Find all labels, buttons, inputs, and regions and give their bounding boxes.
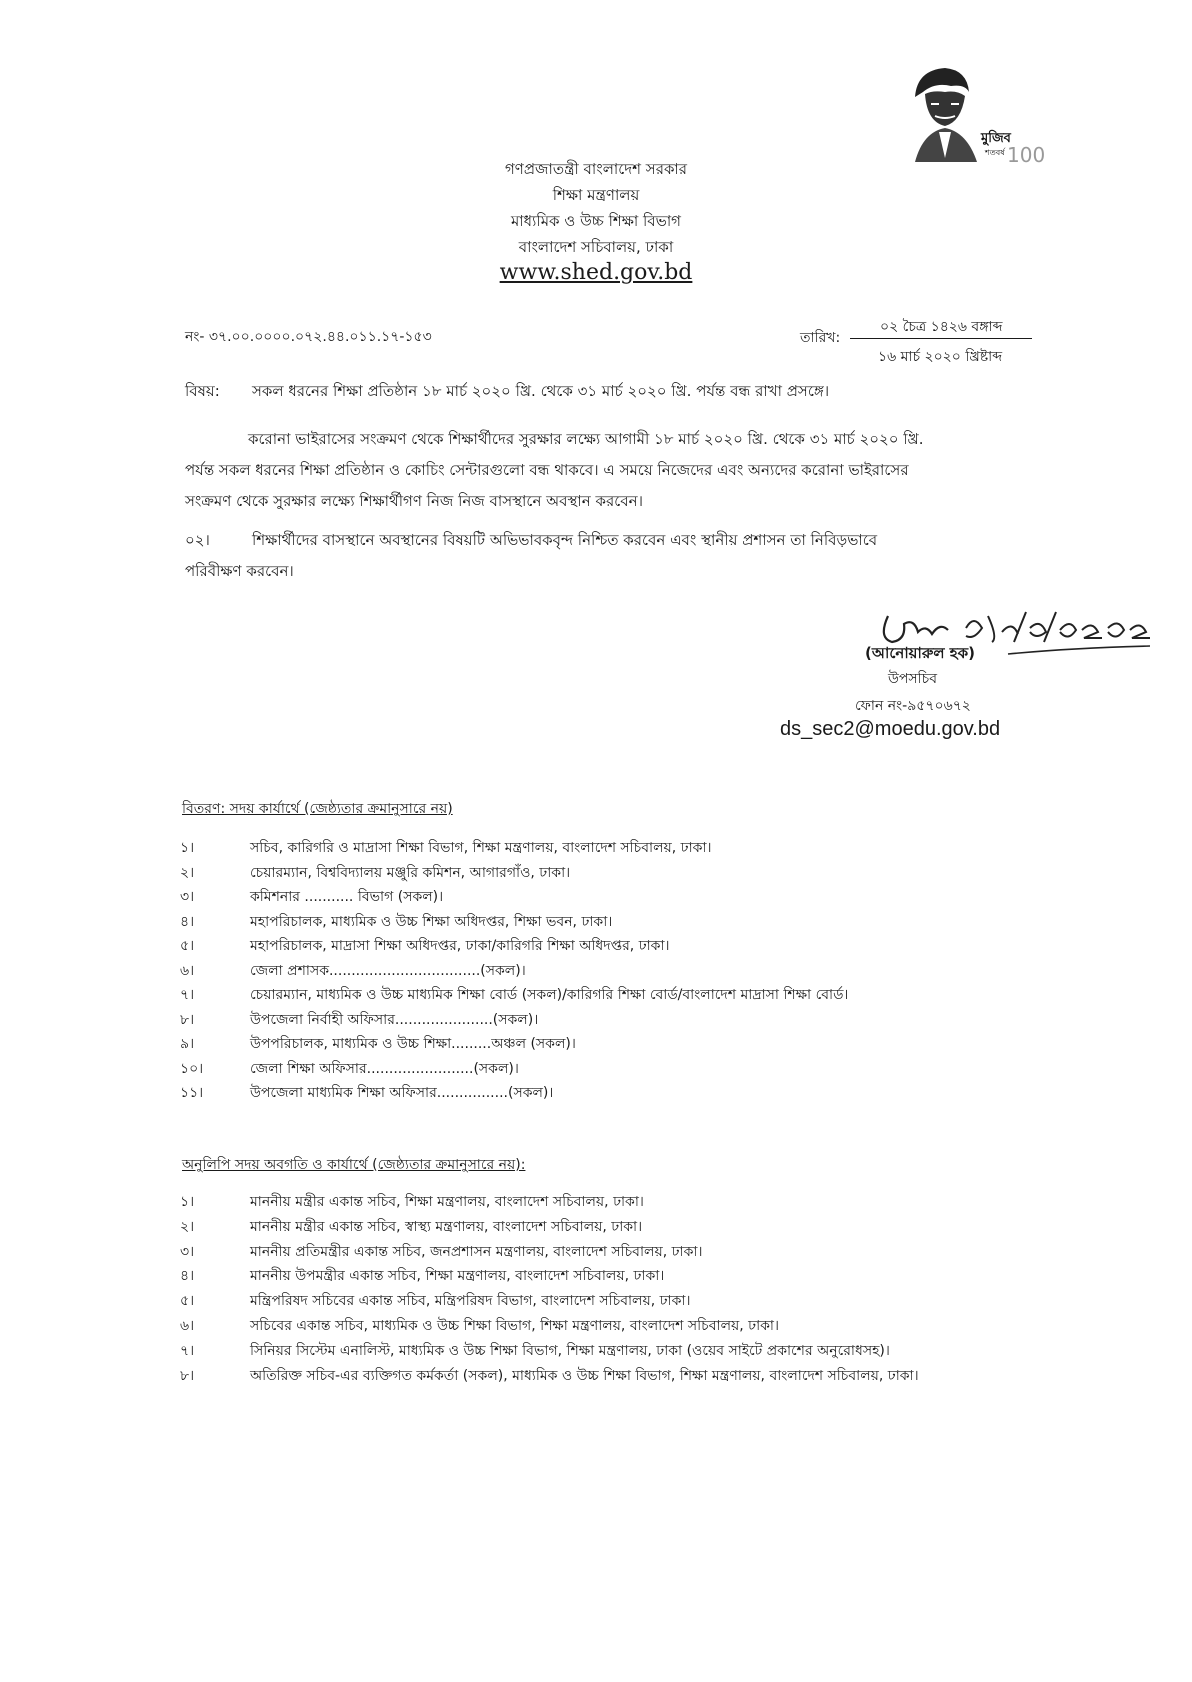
distribution-list	[180, 836, 848, 1106]
date-gregorian: ১৬ মার্চ ২০২০ খ্রিষ্টাব্দ	[878, 349, 1003, 365]
para2-number: ০২।	[185, 531, 210, 549]
list-item: ৩। কমিশনার ........... বিভাগ (সকল)।	[180, 889, 444, 905]
portrait-icon	[895, 62, 1046, 170]
svg-text:শতবর্ষ: শতবর্ষ	[985, 148, 1005, 157]
subject-text: সকল ধরনের শিক্ষা প্রতিষ্ঠান ১৮ মার্চ ২০২০ খ্রি. থেকে ৩১ মার্চ ২০২০ খ্রি. পর্যন্ত বন্ধ রাখা প্রসঙ্গে।	[252, 382, 830, 400]
header-line-2: শিক্ষা মন্ত্রণালয়	[552, 186, 640, 204]
logo-text: মুজিব	[981, 131, 1011, 146]
copies-heading: অনুলিপি সদয় অবগতি ও কার্যার্থে (জেষ্ঠ্যতার ক্রমানুসারে নয়):	[182, 1157, 526, 1173]
list-item: ৪। মহাপরিচালক, মাধ্যমিক ও উচ্চ শিক্ষা অধিদপ্তর, শিক্ষা ভবন, ঢাকা।	[180, 913, 613, 930]
list-item: ৪। মাননীয় উপমন্ত্রীর একান্ত সচিব, শিক্ষা মন্ত্রণালয়, বাংলাদেশ সচিবালয়, ঢাকা।	[180, 1268, 665, 1285]
list-item: ৫। মন্ত্রিপরিষদ সচিবের একান্ত সচিব, মন্ত্রিপরিষদ বিভাগ, বাংলাদেশ সচিবালয়, ঢাকা।	[180, 1293, 691, 1310]
subject-label: বিষয়:	[185, 382, 220, 400]
signatory-designation: উপসচিব	[888, 671, 938, 687]
header-line-4: বাংলাদেশ সচিবালয়, ঢাকা	[518, 238, 674, 256]
para1-line-2: পর্যন্ত সকল ধরনের শিক্ষা প্রতিষ্ঠান ও কোচিং সেন্টারগুলো বন্ধ থাকবে। এ সময়ে নিজেদের এবং অন্যদের করোনা ভাইরাসের	[185, 461, 909, 479]
para1-line-1: করোনা ভাইরাসের সংক্রমণ থেকে শিক্ষার্থীদের সুরক্ষার লক্ষ্যে আগামী ১৮ মার্চ ২০২০ খ্রি. থেকে ৩১ মার্চ ২০২০ খ্রি.	[248, 430, 924, 448]
list-item: ৮। অতিরিক্ত সচিব-এর ব্যক্তিগত কর্মকর্তা (সকল), মাধ্যমিক ও উচ্চ শিক্ষা বিভাগ, শিক্ষা মন্ত্রণালয়, বাংলাদেশ সচিবালয়, ঢাকা।	[180, 1367, 919, 1384]
list-item: ৩। মাননীয় প্রতিমন্ত্রীর একান্ত সচিব, জনপ্রশাসন মন্ত্রণালয়, বাংলাদেশ সচিবালয়, ঢাকা।	[180, 1243, 703, 1260]
date-divider	[850, 338, 1032, 339]
list-item: ১১। উপজেলা মাধ্যমিক শিক্ষা অফিসার................(সকল)।	[180, 1085, 554, 1101]
list-item: ১। মাননীয় মন্ত্রীর একান্ত সচিব, শিক্ষা মন্ত্রণালয়, বাংলাদেশ সচিবালয়, ঢাকা।	[180, 1194, 644, 1210]
header-line-1: গণপ্রজাতন্ত্রী বাংলাদেশ সরকার	[504, 160, 688, 178]
para2-line-1: শিক্ষার্থীদের বাসস্থানে অবস্থানের বিষয়টি অভিভাবকবৃন্দ নিশ্চিত করবেন এবং স্থানীয় প্রশাসন তা নিবিড়ভাবে	[252, 531, 878, 549]
date-bangla: ০২ চৈত্র ১৪২৬ বঙ্গাব্দ	[880, 319, 1003, 335]
list-item: ৬। সচিবের একান্ত সচিব, মাধ্যমিক ও উচ্চ শিক্ষা বিভাগ, শিক্ষা মন্ত্রণালয়, বাংলাদেশ সচিবালয়, ঢাকা।	[180, 1317, 779, 1334]
list-item: ৮। উপজেলা নির্বাহী অফিসার......................(সকল)।	[180, 1011, 539, 1028]
list-item: ৭। চেয়ারম্যান, মাধ্যমিক ও উচ্চ মাধ্যমিক শিক্ষা বোর্ড (সকল)/কারিগরি শিক্ষা বোর্ড/বাংলাদেশ মাদ্রাসা শিক্ষা বোর্ড।	[180, 987, 849, 1003]
signatory-name: (আনোয়ারুল হক)	[865, 644, 976, 662]
list-item: ৯। উপপরিচালক, মাধ্যমিক ও উচ্চ শিক্ষা.........অঞ্চল (সকল)।	[180, 1036, 576, 1052]
list-item: ৬। জেলা প্রশাসক..................................(সকল)।	[180, 962, 526, 979]
para1-line-3: সংক্রমণ থেকে সুরক্ষার লক্ষ্যে শিক্ষার্থীগণ নিজ নিজ বাসস্থানে অবস্থান করবেন।	[185, 492, 643, 510]
distribution-heading: বিতরণ: সদয় কার্যার্থে (জেষ্ঠ্যতার ক্রমানুসারে নয়)	[182, 801, 453, 817]
list-item: ১। সচিব, কারিগরি ও মাদ্রাসা শিক্ষা বিভাগ, শিক্ষা মন্ত্রণালয়, বাংলাদেশ সচিবালয়, ঢাকা।	[180, 840, 712, 856]
copies-list	[180, 1190, 919, 1388]
list-item: ৭। সিনিয়র সিস্টেম এনালিস্ট, মাধ্যমিক ও উচ্চ শিক্ষা বিভাগ, শিক্ষা মন্ত্রণালয়, ঢাকা (ওয়েব সাইটে প্রকাশের অনুরোধসহ)।	[180, 1342, 890, 1359]
memo-number: নং- ৩৭.০০.০০০০.০৭২.৪৪.০১১.১৭-১৫৩	[185, 329, 432, 345]
signatory-email[interactable]: ds_sec2@moedu.gov.bd	[780, 718, 1001, 740]
signatory-phone: ফোন নং-৯৫৭০৬৭২	[855, 698, 971, 714]
logo-number: 100	[1007, 143, 1046, 167]
list-item: ১০। জেলা শিক্ষা অফিসার........................(সকল)।	[180, 1060, 519, 1077]
para2-line-2: পরিবীক্ষণ করবেন।	[185, 562, 294, 580]
website-link[interactable]: www.shed.gov.bd	[499, 260, 693, 285]
list-item: ২। চেয়ারম্যান, বিশ্ববিদ্যালয় মঞ্জুরি কমিশন, আগারগাঁও, ঢাকা।	[180, 864, 571, 881]
date-label: তারিখ:	[800, 330, 841, 346]
header-line-3: মাধ্যমিক ও উচ্চ শিক্ষা বিভাগ	[510, 212, 682, 230]
list-item: ২। মাননীয় মন্ত্রীর একান্ত সচিব, স্বাস্থ্য মন্ত্রণালয়, বাংলাদেশ সচিবালয়, ঢাকা।	[180, 1218, 643, 1235]
list-item: ৫। মহাপরিচালক, মাদ্রাসা শিক্ষা অধিদপ্তর, ঢাকা/কারিগরি শিক্ষা অধিদপ্তর, ঢাকা।	[180, 938, 670, 954]
mujib-100-logo	[895, 62, 1046, 170]
